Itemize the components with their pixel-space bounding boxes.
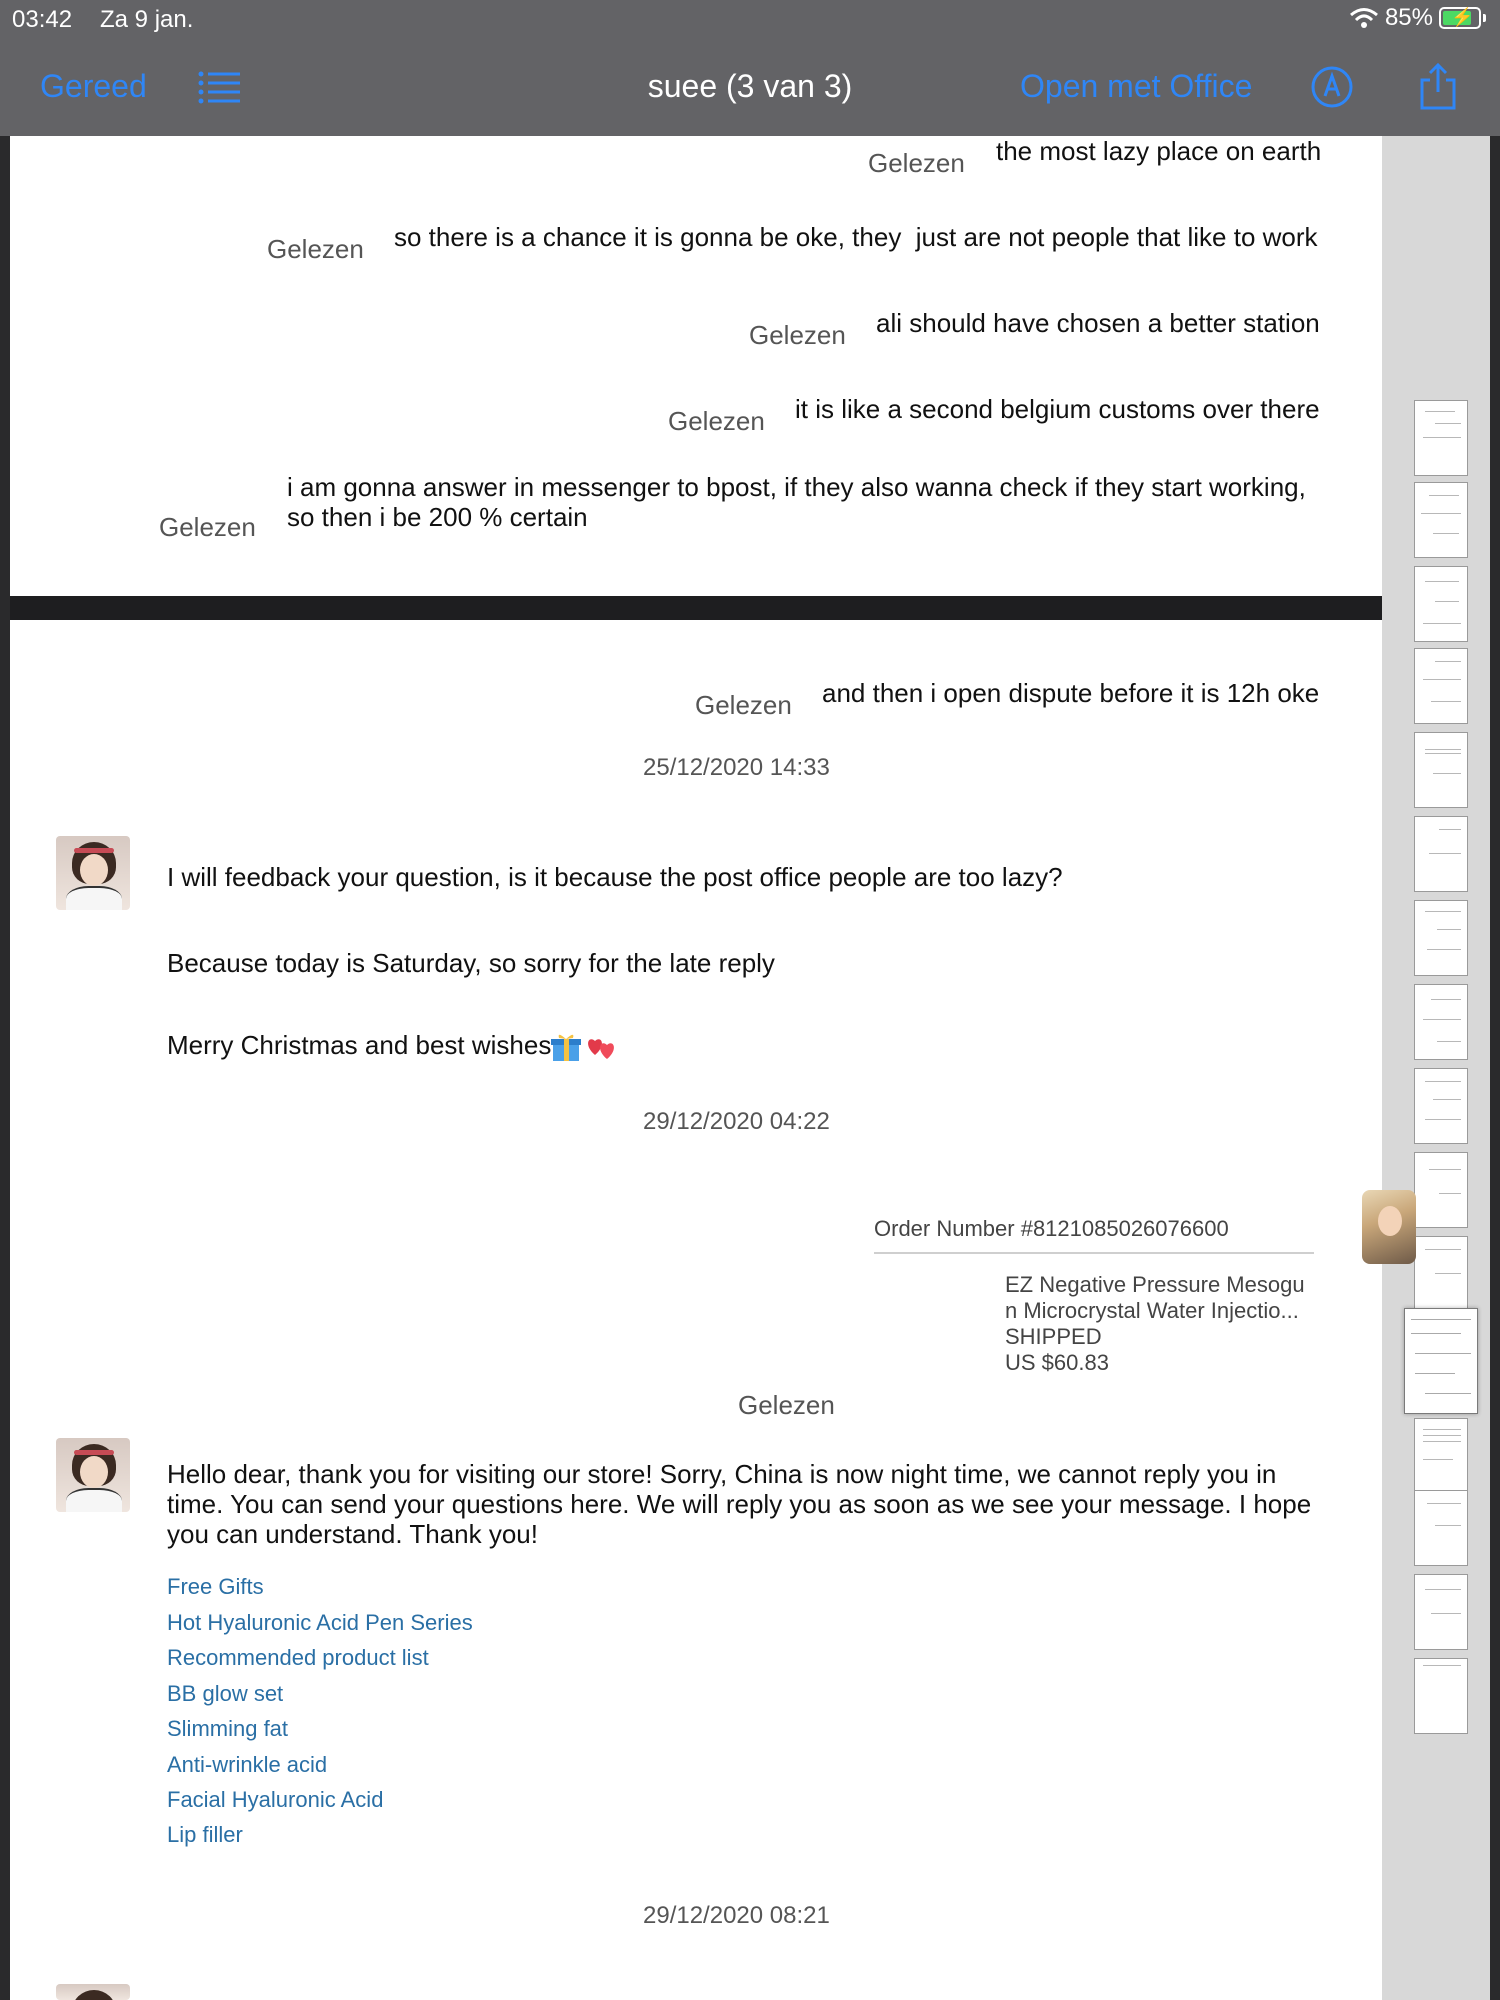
page-thumbnail[interactable] <box>1414 566 1468 642</box>
markup-icon[interactable] <box>1310 65 1354 109</box>
message-text-line: time. You can send your questions here. We will reply you as soon as we see your message. I hope <box>167 1489 1312 1519</box>
page-thumbnail[interactable] <box>1414 984 1468 1060</box>
message-text: ali should have chosen a better station <box>876 308 1320 338</box>
page-thumbnail[interactable] <box>1414 1418 1468 1494</box>
done-button[interactable]: Gereed <box>40 68 147 104</box>
page-thumbnail-sidebar[interactable] <box>1382 136 1490 2000</box>
order-number: Order Number #8121085026076600 <box>874 1216 1229 1241</box>
message-text-line: i am gonna answer in messenger to bpost, if they also wanna check if they start working, <box>287 472 1306 502</box>
page-thumbnail[interactable] <box>1414 1658 1468 1734</box>
status-time: 03:42 <box>12 6 73 33</box>
seller-avatar <box>56 1438 130 1512</box>
order-price: US $60.83 <box>1005 1350 1109 1375</box>
document-title: suee (3 van 3) <box>647 68 853 104</box>
message-text: Merry Christmas and best wishes <box>167 1030 552 1060</box>
page-thumbnail-current[interactable] <box>1404 1308 1478 1414</box>
seller-avatar <box>56 1984 130 2000</box>
timestamp: 29/12/2020 08:21 <box>643 1902 830 1929</box>
page-break <box>10 596 1382 620</box>
read-status: Gelezen <box>868 148 965 178</box>
read-status: Gelezen <box>738 1390 835 1420</box>
read-status: Gelezen <box>159 512 256 542</box>
wifi-icon <box>1349 7 1379 29</box>
read-status: Gelezen <box>749 320 846 350</box>
seller-avatar <box>56 836 130 910</box>
battery-icon: ⚡ <box>1439 7 1481 29</box>
order-divider <box>874 1252 1314 1254</box>
message-text: the most lazy place on earth <box>996 136 1322 166</box>
page-thumbnail[interactable] <box>1414 732 1468 808</box>
message-text-line: Hello dear, thank you for visiting our store! Sorry, China is now night time, we cannot reply you in <box>167 1459 1277 1489</box>
order-status: SHIPPED <box>1005 1324 1102 1349</box>
status-date: Za 9 jan. <box>100 6 194 33</box>
message-text: Because today is Saturday, so sorry for the late reply <box>167 948 775 978</box>
message-text: I will feedback your question, is it because the post office people are too lazy? <box>167 862 1063 892</box>
link-bb-glow[interactable]: BB glow set <box>167 1681 284 1706</box>
top-bar <box>0 0 1500 136</box>
message-text-line: so then i be 200 % certain <box>287 502 588 532</box>
buyer-avatar <box>1362 1190 1416 1264</box>
message-greeting <box>167 1030 621 1063</box>
order-product-name: n Microcrystal Water Injectio... <box>1005 1298 1299 1323</box>
page-thumbnail[interactable] <box>1414 400 1468 476</box>
order-product-name: EZ Negative Pressure Mesogu <box>1005 1272 1305 1297</box>
page-thumbnail[interactable] <box>1414 482 1468 558</box>
page-1 <box>10 136 1382 596</box>
timestamp: 25/12/2020 14:33 <box>643 754 830 781</box>
link-slimming-fat[interactable]: Slimming fat <box>167 1716 289 1741</box>
page-thumbnail[interactable] <box>1414 1152 1468 1228</box>
page-thumbnail[interactable] <box>1414 1068 1468 1144</box>
link-free-gifts[interactable]: Free Gifts <box>167 1574 264 1599</box>
read-status: Gelezen <box>695 690 792 720</box>
share-icon[interactable] <box>1418 62 1458 112</box>
timestamp: 29/12/2020 04:22 <box>643 1108 830 1135</box>
link-anti-wrinkle[interactable]: Anti-wrinkle acid <box>167 1752 328 1777</box>
battery-percentage: 85% <box>1384 4 1433 31</box>
message-text: it is like a second belgium customs over there <box>795 394 1320 424</box>
status-indicators <box>1349 4 1486 32</box>
open-with-office-button[interactable]: Open met Office <box>1020 68 1253 104</box>
link-lip-filler[interactable]: Lip filler <box>167 1822 243 1847</box>
page-thumbnail[interactable] <box>1414 1574 1468 1650</box>
hearts-emoji <box>585 1031 621 1063</box>
message-text-line: you can understand. Thank you! <box>167 1519 538 1549</box>
link-hyaluronic-pen[interactable]: Hot Hyaluronic Acid Pen Series <box>167 1610 473 1635</box>
page-2 <box>10 620 1382 2000</box>
page-thumbnail[interactable] <box>1414 648 1468 724</box>
page-thumbnail[interactable] <box>1414 1490 1468 1566</box>
page-thumbnail[interactable] <box>1414 900 1468 976</box>
message-text: so there is a chance it is gonna be oke, they just are not people that like to work <box>394 222 1318 252</box>
page-thumbnail[interactable] <box>1414 816 1468 892</box>
link-recommended-list[interactable]: Recommended product list <box>167 1645 429 1670</box>
read-status: Gelezen <box>267 234 364 264</box>
page-thumbnail[interactable] <box>1414 1236 1468 1312</box>
message-text: and then i open dispute before it is 12h oke <box>822 678 1320 708</box>
gift-emoji <box>551 1031 581 1063</box>
link-facial-hyaluronic[interactable]: Facial Hyaluronic Acid <box>167 1787 384 1812</box>
read-status: Gelezen <box>668 406 765 436</box>
